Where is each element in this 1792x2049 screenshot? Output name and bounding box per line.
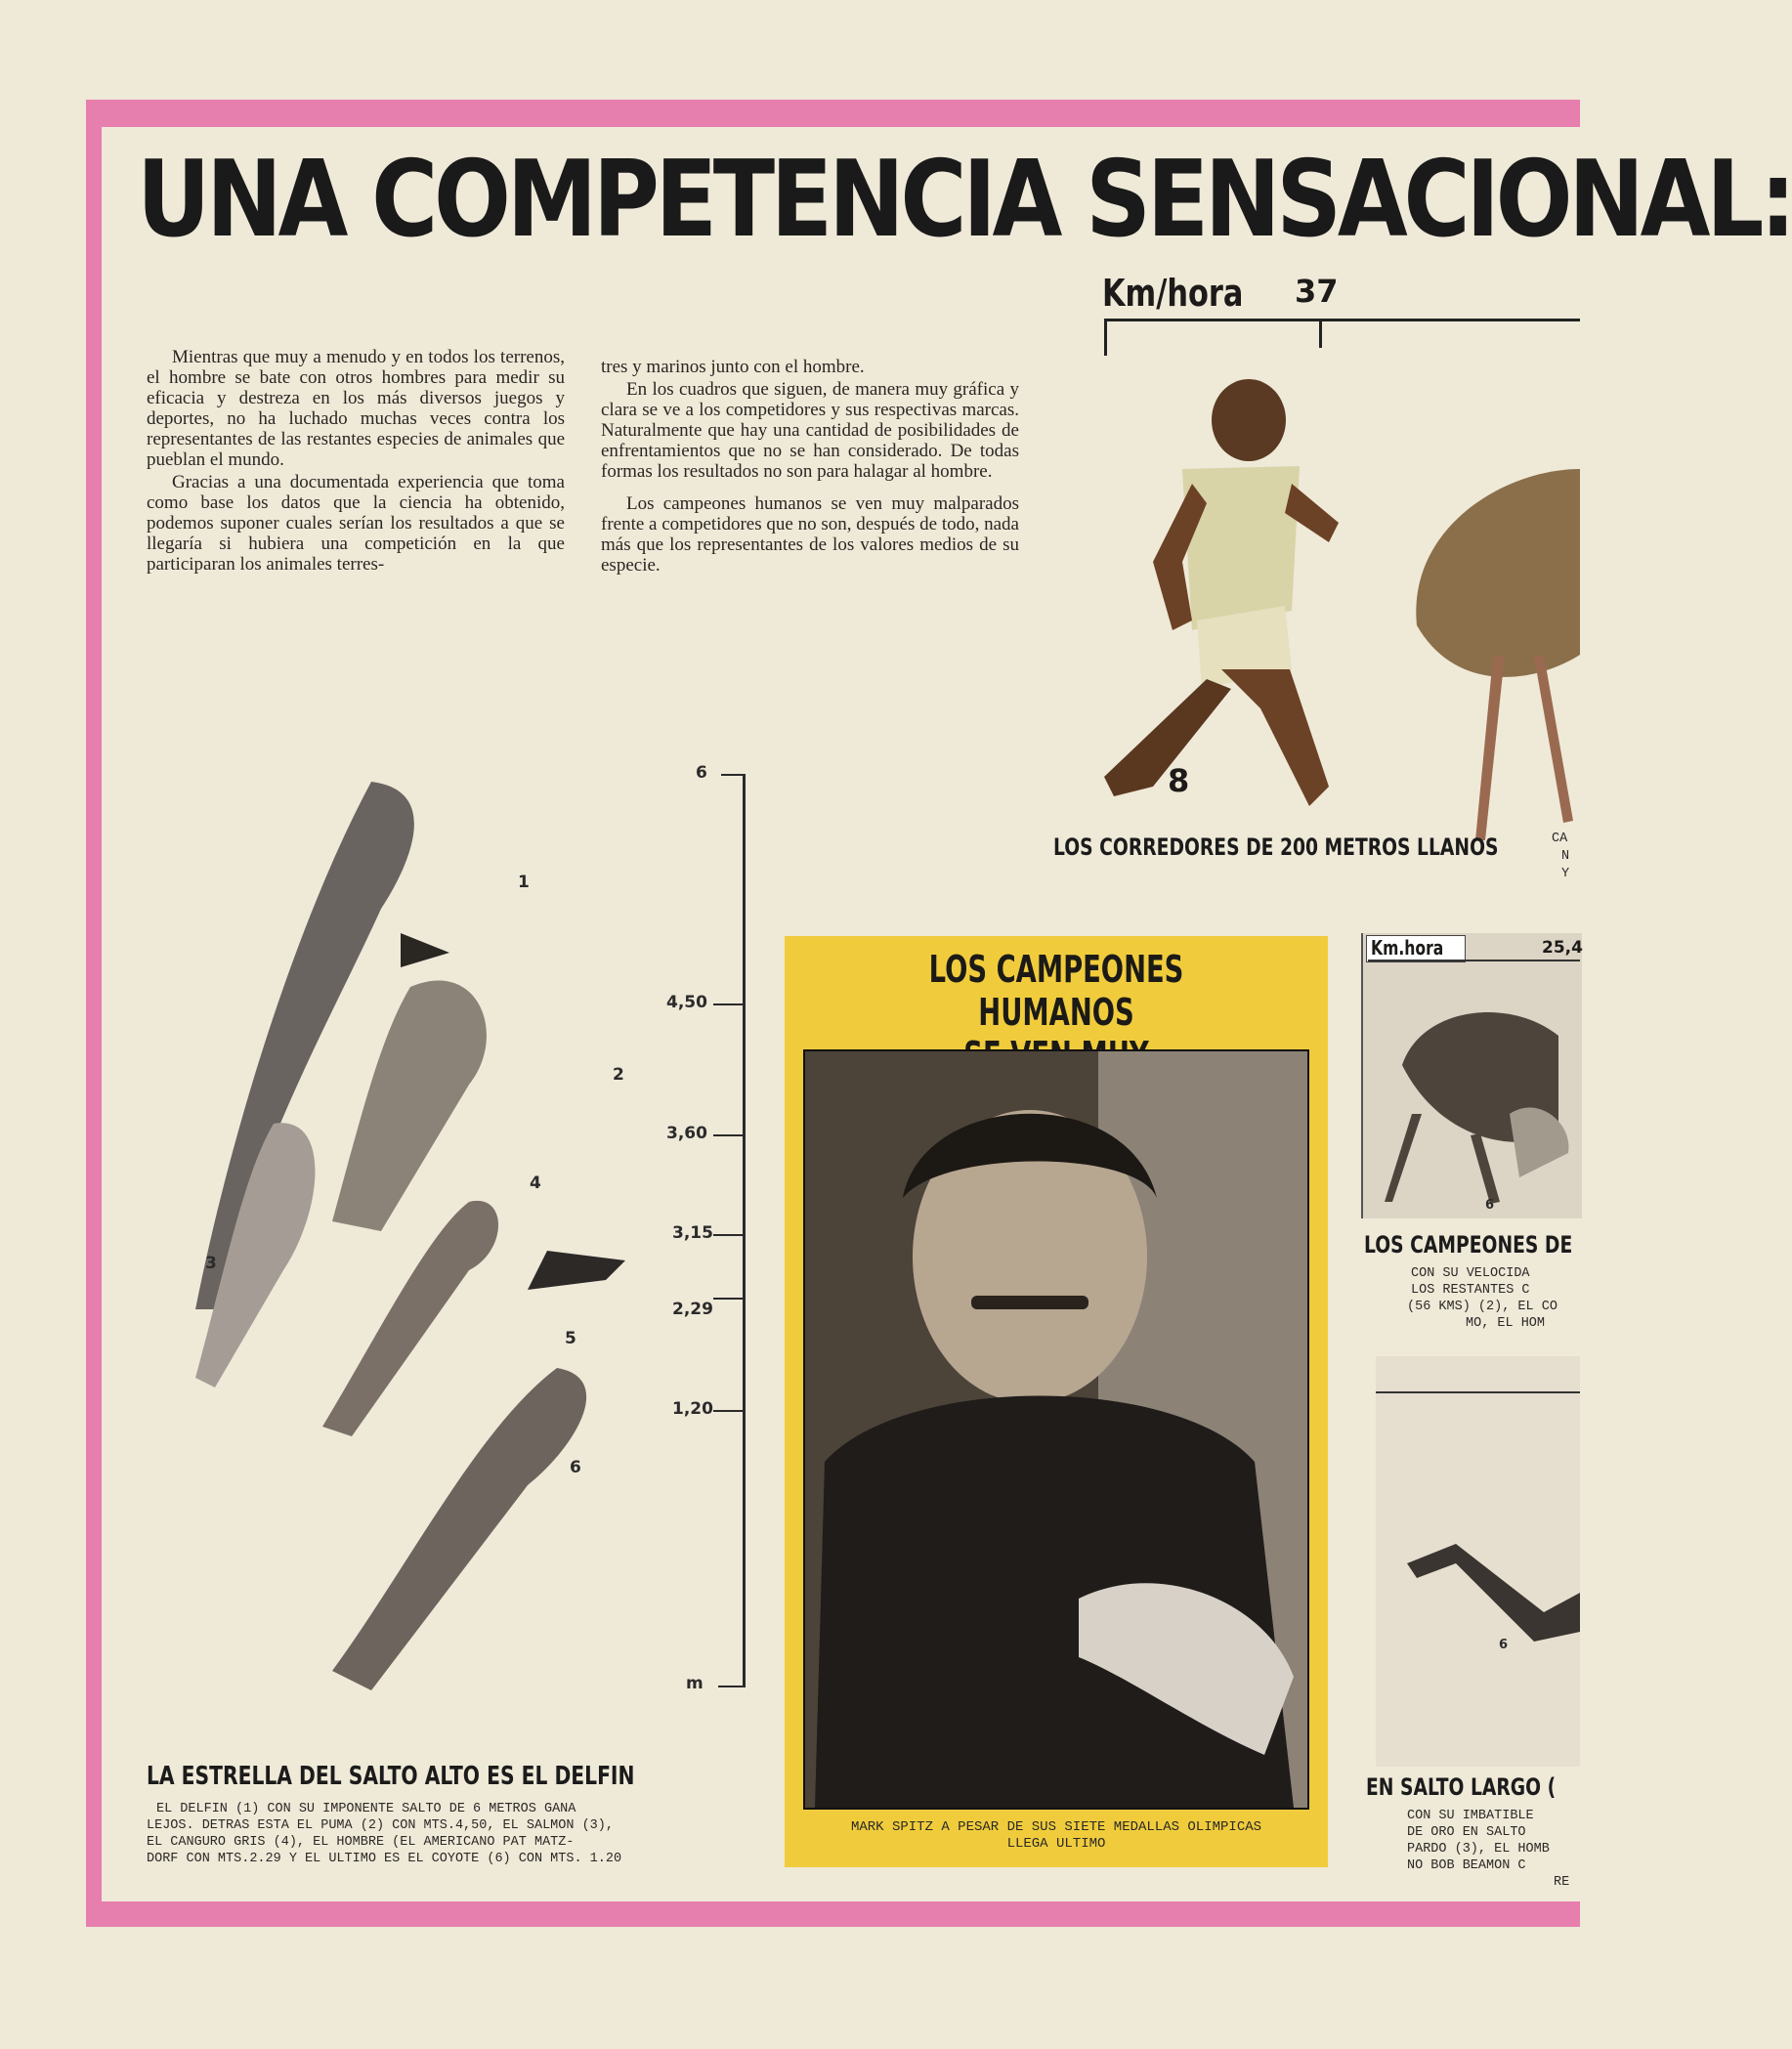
speed-value-label: 37	[1295, 273, 1339, 310]
runner-side-caption-1: CA	[1552, 832, 1568, 846]
long-jump-caption-line-2: DE ORO EN SALTO	[1407, 1825, 1526, 1840]
portrait-illustration	[805, 1051, 1307, 1808]
left-pink-rule	[86, 100, 102, 1925]
intro-paragraph-4: En los cuadros que siguen, de manera muy gráfica y clara se ve a los competidores y sus respectivas marcas. Naturalmente que hay una cantidad de posibilidades de enfrentamientos que no se han considerado. De todas formas los resultados no son para halagar al hombre.	[601, 379, 1019, 482]
height-label-m: m	[686, 1674, 704, 1693]
feature-caption	[789, 1819, 1323, 1853]
runner-caption: LOS CORREDORES DE 200 METROS LLANOS	[1053, 833, 1499, 861]
bottom-pink-rule	[86, 1901, 1580, 1927]
high-jump-caption-line-3: EL CANGURO GRIS (4), EL HOMBRE (EL AMERICANO PAT MATZ-	[147, 1835, 575, 1850]
intro-paragraph-1: Mientras que muy a menudo y en todos los terrenos, el hombre se bate con otros hombres para medir su eficacia y destreza en los más diversos juegos y deportes, no ha luchado muchas veces contra los representantes de las restantes especies de animales que pueblan el mundo.	[147, 347, 565, 470]
height-tick-6	[721, 774, 743, 776]
animal-number-6: 6	[570, 1458, 581, 1477]
high-jump-caption-title: LA ESTRELLA DEL SALTO ALTO ES EL DELFIN	[147, 1762, 635, 1791]
intro-paragraph-5: Los campeones humanos se ven muy malparados frente a competidores que no son, después de todo, nada más que los representantes de los valores medios de su especie.	[601, 493, 1019, 576]
high-jump-caption-line-4: DORF CON MTS.2.29 Y EL ULTIMO ES EL COYOTE (6) CON MTS. 1.20	[147, 1852, 622, 1866]
height-tick-120	[713, 1410, 743, 1412]
speed-panel-2-unit: Km.hora	[1371, 936, 1444, 960]
runner-side-caption-2: N	[1561, 849, 1570, 864]
long-jump-caption-line-4: NO BOB BEAMON C	[1407, 1858, 1526, 1873]
speed-panel-2-caption-line-2: LOS RESTANTES C	[1411, 1283, 1530, 1298]
runner-side-caption-3: Y	[1561, 867, 1570, 881]
height-tick-360	[713, 1134, 743, 1136]
speed-panel-2-illustration	[1363, 967, 1580, 1212]
speed-panel-2-caption-line-3: (56 KMS) (2), EL CO	[1407, 1300, 1557, 1314]
speed-panel-2-rank: 6	[1485, 1198, 1495, 1213]
speed-unit-label: Km/hora	[1102, 272, 1244, 315]
height-scale-axis	[743, 774, 746, 1686]
speed-panel-2-caption	[1378, 1265, 1580, 1332]
mark-spitz-photo	[803, 1049, 1309, 1810]
height-tick-229	[713, 1298, 743, 1300]
long-jump-top-rule	[1376, 1391, 1580, 1393]
height-tick-m	[718, 1686, 746, 1687]
animal-number-3: 3	[205, 1254, 217, 1273]
long-jump-caption-line-5: RE	[1554, 1875, 1570, 1890]
high-jump-illustration	[156, 762, 704, 1700]
height-label-229: 2,29	[672, 1300, 713, 1319]
feature-caption-line-2: LLEGA ULTIMO	[1006, 1836, 1106, 1852]
speed-panel-2-caption-line-4: MO, EL HOM	[1466, 1316, 1546, 1331]
height-label-6: 6	[696, 763, 707, 783]
speed-panel-2-value: 25,4	[1542, 938, 1583, 958]
speed-panel-2-caption-title: LOS CAMPEONES DE	[1364, 1231, 1573, 1259]
animal-number-2: 2	[613, 1065, 624, 1085]
long-jump-rank: 6	[1499, 1638, 1509, 1652]
height-tick-315	[713, 1234, 743, 1236]
top-pink-rule	[86, 100, 1580, 127]
headline: UNA COMPETENCIA SENSACIONAL:	[137, 139, 1792, 261]
animal-number-4: 4	[530, 1174, 541, 1193]
speed-panel-2-caption-line-1: CON SU VELOCIDA	[1411, 1266, 1530, 1281]
intro-column-1	[147, 347, 565, 575]
high-jump-caption	[147, 1801, 733, 1867]
high-jump-caption-line-2: LEJOS. DETRAS ESTA EL PUMA (2) CON MTS.4,50, EL SALMON (3),	[147, 1818, 614, 1833]
feature-title-line-1: LOS CAMPEONES HUMANOS	[928, 948, 1184, 1034]
height-tick-450	[713, 1003, 743, 1005]
long-jump-illustration	[1397, 1524, 1580, 1661]
height-label-315: 3,15	[672, 1223, 713, 1243]
speed-axis-line	[1104, 319, 1580, 321]
height-label-120: 1,20	[672, 1399, 713, 1419]
long-jump-caption-line-1: CON SU IMBATIBLE	[1407, 1809, 1534, 1823]
height-label-360: 3,60	[666, 1124, 707, 1143]
animal-number-5: 5	[565, 1329, 576, 1348]
speed-axis-tick-37	[1319, 319, 1322, 348]
runner-illustration	[1036, 376, 1358, 816]
intro-paragraph-3: tres y marinos junto con el hombre.	[601, 357, 865, 377]
ostrich-illustration	[1387, 430, 1580, 840]
long-jump-caption	[1407, 1808, 1580, 1891]
height-label-450: 4,50	[666, 993, 707, 1012]
feature-caption-line-1: MARK SPITZ A PESAR DE SUS SIETE MEDALLAS OLIMPICAS	[850, 1819, 1262, 1835]
animal-number-1: 1	[518, 873, 530, 892]
long-jump-caption-line-3: PARDO (3), EL HOMB	[1407, 1842, 1550, 1857]
speed-panel-2-axis	[1368, 960, 1580, 961]
runner-rank-number: 8	[1168, 762, 1190, 799]
long-jump-caption-title: EN SALTO LARGO (	[1366, 1773, 1557, 1801]
high-jump-caption-line-1: EL DELFIN (1) CON SU IMPONENTE SALTO DE 6 METROS GANA	[156, 1802, 576, 1816]
intro-paragraph-2: Gracias a una documentada experiencia que toma como base los datos que la ciencia ha obtenido, podemos suponer cuales serían los resultados a que se llegaría si hubiera una competición en la que participaran los animales terres-	[147, 472, 565, 575]
speed-axis-tick-left	[1104, 319, 1107, 356]
intro-column-2	[601, 357, 1019, 576]
